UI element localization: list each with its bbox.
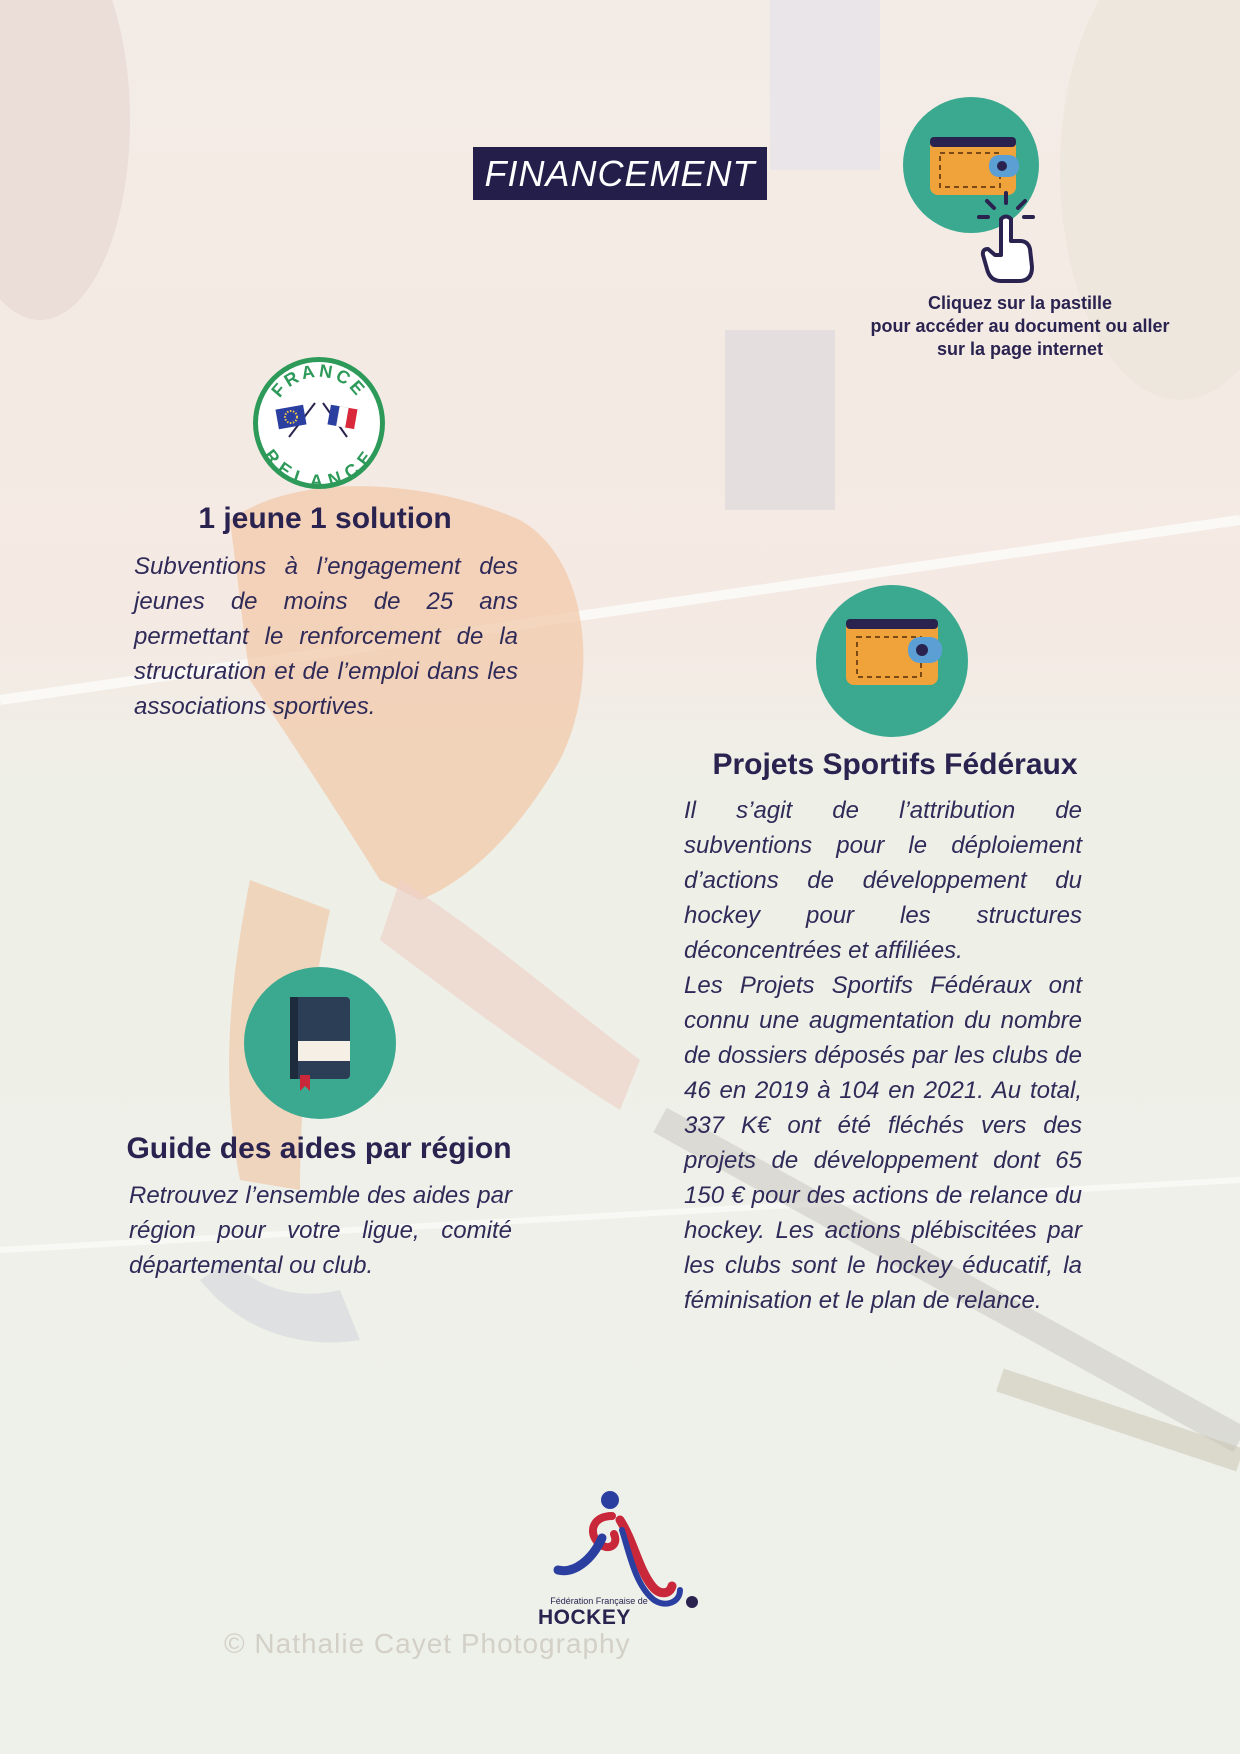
click-hint: [850, 292, 1190, 361]
france-relance-seal: [251, 355, 387, 491]
hockey-federation-logo-mark: [534, 1490, 704, 1610]
logo-small-text: Fédération Française de: [550, 1596, 648, 1606]
logo-big-text: HOCKEY: [538, 1606, 631, 1629]
section-psf-body-1: Il s’agit de l’attribution de subventions pour le déploiement d’actions de développement du hockey pour les structures déconcentrées et affiliées.: [684, 797, 1082, 964]
page-title-banner: [473, 147, 767, 200]
france-relance-badge[interactable]: [251, 355, 387, 491]
click-hint-line-3: sur la page internet: [936, 339, 1104, 359]
click-hint-line-1: Cliquez sur la pastille: [927, 293, 1113, 313]
hockey-federation-logo: [534, 1490, 704, 1640]
photo-credit: © Nathalie Cayet Photography: [224, 1628, 631, 1659]
guide-link-badge[interactable]: [244, 967, 396, 1119]
document-link-badge[interactable]: [903, 97, 1041, 277]
section-jeune-body: Subventions à l’engagement des jeunes de moins de 25 ans permettant le renforcement de la structuration et de l’emploi dans les associations sportives.: [134, 553, 518, 720]
section-psf-body-2: Les Projets Sportifs Fédéraux ont connu une augmentation du nombre de dossiers déposés par les clubs de 46 en 2019 à 104 en 2021. Au total, 337 K€ ont été fléchés vers des projets de développement dont 65 150 € pour des actions de relance du hockey. Les actions plébiscitées par les clubs sont le hockey éducatif, la féminisation et le plan de relance.: [684, 972, 1082, 1314]
wallet-icon: [816, 585, 968, 737]
psf-link-badge[interactable]: [816, 585, 968, 737]
section-jeune-title: 1 jeune 1 solution: [198, 502, 452, 535]
click-hint-line-2: pour accéder au document ou aller: [870, 316, 1170, 336]
pointer-hand-icon: [975, 189, 1045, 285]
relance-bottom-word: RELANCE: [259, 445, 379, 491]
section-guide-title: Guide des aides par région: [126, 1132, 512, 1165]
notebook-icon: [244, 967, 396, 1119]
page-title: FINANCEMENT: [484, 152, 756, 194]
section-guide-body: Retrouvez l’ensemble des aides par région pour votre ligue, comité départemental ou club.: [129, 1182, 512, 1279]
relance-top-word: FRANCE: [267, 360, 371, 401]
section-psf-title: Projets Sportifs Fédéraux: [712, 748, 1078, 781]
